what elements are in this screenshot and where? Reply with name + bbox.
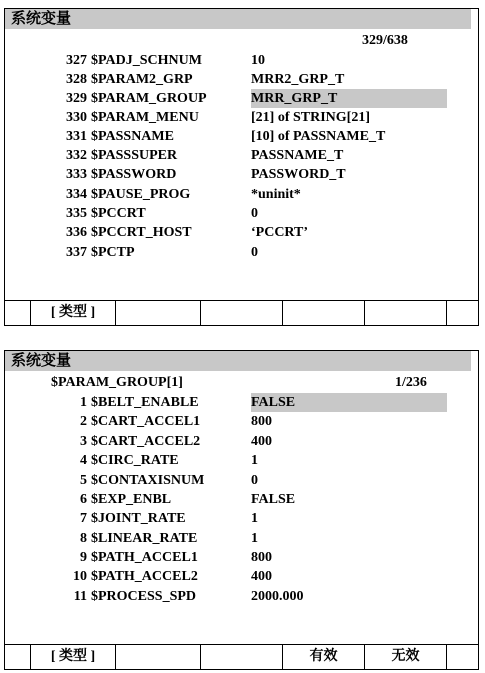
- variable-name: $PASSSUPER: [91, 148, 178, 163]
- variable-name: $CIRC_RATE: [91, 453, 179, 468]
- f4-button[interactable]: [283, 301, 365, 325]
- screen-title: 系统变量: [5, 351, 471, 371]
- screen-title: 系统变量: [5, 9, 471, 29]
- fkey-spacer: [5, 301, 31, 325]
- row-index: 7: [80, 511, 87, 526]
- item-counter: 329/638: [362, 33, 408, 48]
- f5-button[interactable]: [365, 301, 447, 325]
- variable-row[interactable]: [5, 127, 475, 146]
- f3-button[interactable]: [201, 301, 283, 325]
- variable-row[interactable]: [5, 146, 475, 165]
- variable-value[interactable]: 1: [251, 531, 258, 546]
- row-index: 330: [66, 110, 87, 125]
- row-index: 3: [80, 434, 87, 449]
- f4-true-button[interactable]: 有效: [283, 645, 365, 669]
- variable-name: $PASSNAME: [91, 129, 174, 144]
- variable-row[interactable]: [5, 471, 475, 490]
- variable-name: $PCTP: [91, 245, 135, 260]
- row-index: 2: [80, 414, 87, 429]
- item-counter: 1/236: [395, 375, 427, 390]
- variable-name: $PASSWORD: [91, 167, 177, 182]
- row-index: 333: [66, 167, 87, 182]
- variable-row[interactable]: [5, 223, 475, 242]
- variable-row[interactable]: [5, 412, 475, 431]
- row-index: 327: [66, 53, 87, 68]
- row-index: 328: [66, 72, 87, 87]
- variable-row[interactable]: [5, 529, 475, 548]
- function-key-bar: [5, 644, 478, 669]
- row-index: 10: [73, 569, 87, 584]
- row-index: 336: [66, 225, 87, 240]
- fkey-spacer: [447, 301, 478, 325]
- variable-value[interactable]: PASSWORD_T: [251, 167, 346, 182]
- variable-value[interactable]: FALSE: [251, 492, 296, 507]
- row-index: 329: [66, 91, 87, 106]
- variable-value[interactable]: 0: [251, 206, 258, 221]
- variable-name: $CART_ACCEL1: [91, 414, 201, 429]
- variable-row[interactable]: [5, 165, 475, 184]
- variable-value[interactable]: 0: [251, 473, 258, 488]
- variable-row[interactable]: [5, 108, 475, 127]
- row-index: 6: [80, 492, 87, 507]
- variable-value[interactable]: ‘PCCRT’: [251, 225, 309, 240]
- variable-name: $PAUSE_PROG: [91, 187, 191, 202]
- f2-button[interactable]: [116, 301, 201, 325]
- variable-row[interactable]: [5, 70, 475, 89]
- variable-name: $PCCRT: [91, 206, 146, 221]
- fkey-spacer: [5, 645, 31, 669]
- variable-name: $PARAM_MENU: [91, 110, 199, 125]
- variable-value[interactable]: 0: [251, 245, 258, 260]
- variable-name: $PARAM_GROUP: [91, 91, 207, 106]
- variable-row[interactable]: [5, 567, 475, 586]
- row-index: 4: [80, 453, 87, 468]
- f2-button[interactable]: [116, 645, 201, 669]
- row-index: 332: [66, 148, 87, 163]
- variable-row[interactable]: [5, 185, 475, 204]
- row-index: 1: [80, 395, 87, 410]
- variable-name: $EXP_ENBL: [91, 492, 172, 507]
- f3-button[interactable]: [201, 645, 283, 669]
- row-index: 5: [80, 473, 87, 488]
- subheading: $PARAM_GROUP[1]: [51, 375, 183, 390]
- variable-row[interactable]: [5, 243, 475, 262]
- variable-value[interactable]: 800: [251, 550, 272, 565]
- variable-value[interactable]: [21] of STRING[21]: [251, 110, 370, 125]
- row-index: 337: [66, 245, 87, 260]
- variable-row[interactable]: [5, 204, 475, 223]
- variable-row[interactable]: [5, 509, 475, 528]
- variable-value[interactable]: 400: [251, 434, 272, 449]
- selected-value-cursor[interactable]: MRR_GRP_T: [251, 89, 447, 108]
- variable-row[interactable]: [5, 587, 475, 606]
- variable-value[interactable]: MRR2_GRP_T: [251, 72, 345, 87]
- variable-value[interactable]: PASSNAME_T: [251, 148, 344, 163]
- variable-value[interactable]: 10: [251, 53, 265, 68]
- variable-value[interactable]: 1: [251, 453, 258, 468]
- variable-row[interactable]: [5, 548, 475, 567]
- variable-name: $PADJ_SCHNUM: [91, 53, 202, 68]
- variable-row-selected[interactable]: [5, 89, 475, 108]
- variable-value[interactable]: 800: [251, 414, 272, 429]
- f5-false-button[interactable]: 无效: [365, 645, 447, 669]
- variable-row[interactable]: [5, 490, 475, 509]
- variable-name: $LINEAR_RATE: [91, 531, 198, 546]
- variable-name: $PATH_ACCEL2: [91, 569, 198, 584]
- row-index: 8: [80, 531, 87, 546]
- variable-value[interactable]: 1: [251, 511, 258, 526]
- variable-name: $JOINT_RATE: [91, 511, 186, 526]
- variable-name: $CART_ACCEL2: [91, 434, 201, 449]
- variable-value[interactable]: 2000.000: [251, 589, 304, 604]
- variable-value[interactable]: [10] of PASSNAME_T: [251, 129, 386, 144]
- variable-row-selected[interactable]: [5, 393, 475, 412]
- row-index: 334: [66, 187, 87, 202]
- variable-name: $PARAM2_GRP: [91, 72, 193, 87]
- variable-value[interactable]: 400: [251, 569, 272, 584]
- variable-name: $PROCESS_SPD: [91, 589, 197, 604]
- variable-name: $BELT_ENABLE: [91, 395, 199, 410]
- variable-name: $CONTAXISNUM: [91, 473, 205, 488]
- row-index: 11: [73, 589, 87, 604]
- f1-type-button[interactable]: [ 类型 ]: [31, 645, 116, 669]
- function-key-bar: [5, 300, 478, 325]
- fkey-spacer: [447, 645, 478, 669]
- variable-row[interactable]: [5, 451, 475, 470]
- variable-row[interactable]: [5, 432, 475, 451]
- row-index: 9: [80, 550, 87, 565]
- f1-type-button[interactable]: [ 类型 ]: [31, 301, 116, 325]
- variable-value[interactable]: *uninit*: [251, 187, 301, 202]
- variable-name: $PCCRT_HOST: [91, 225, 192, 240]
- row-index: 331: [66, 129, 87, 144]
- selected-value-cursor[interactable]: FALSE: [251, 393, 447, 412]
- system-variables-screen-2: [4, 350, 479, 670]
- variable-row[interactable]: [5, 51, 475, 70]
- variable-name: $PATH_ACCEL1: [91, 550, 198, 565]
- row-index: 335: [66, 206, 87, 221]
- system-variables-screen-1: [4, 8, 479, 326]
